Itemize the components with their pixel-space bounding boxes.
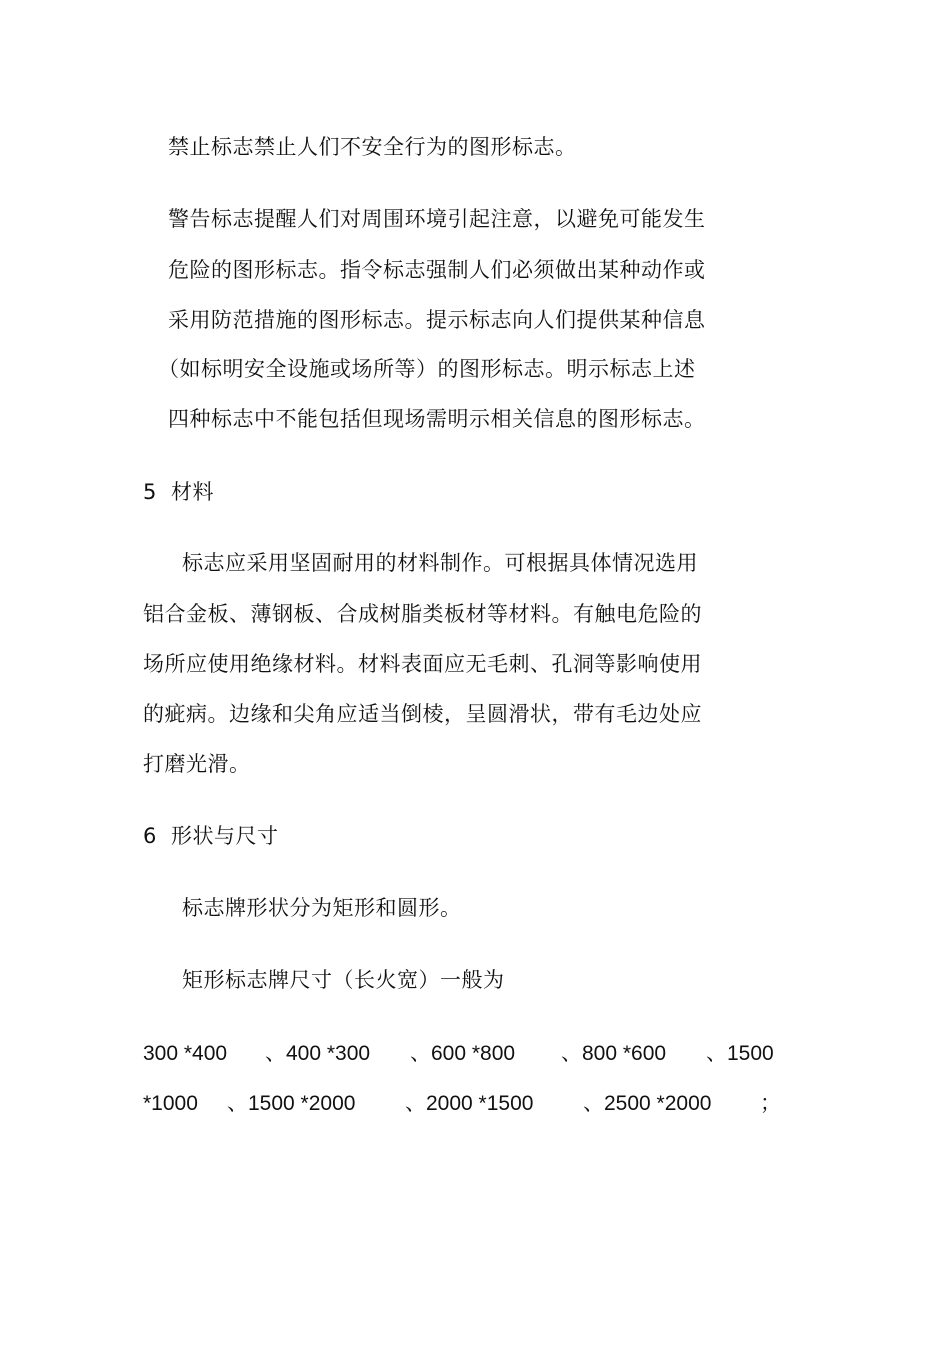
section-6-title: 形状与尺寸 — [171, 824, 279, 848]
shape-line: 标志牌形状分为矩形和圆形。 — [182, 896, 462, 920]
size-item: ； — [760, 1092, 781, 1115]
section-5-heading — [143, 478, 214, 506]
size-item: 、800 *600 — [561, 1042, 667, 1065]
section-6-heading — [143, 822, 279, 850]
section-5-title: 材料 — [171, 480, 214, 504]
size-item: 、2000 *1500 — [405, 1092, 534, 1115]
materials-line-3: 场所应使用绝缘材料。材料表面应无毛刺、孔洞等影响使用 — [143, 652, 702, 676]
materials-line-4: 的疵病。边缘和尖角应适当倒棱，呈圆滑状，带有毛边处应 — [143, 702, 702, 726]
size-item: 、2500 *2000 — [583, 1092, 712, 1115]
materials-line-5: 打磨光滑。 — [143, 752, 251, 776]
size-item: 300 *400 — [143, 1042, 228, 1065]
materials-line-1: 标志应采用坚固耐用的材料制作。可根据具体情况选用 — [182, 551, 698, 575]
size-intro-line: 矩形标志牌尺寸（长火宽）一般为 — [182, 968, 505, 992]
size-item: 、1500 — [706, 1042, 774, 1065]
size-item: 、1500 *2000 — [227, 1092, 356, 1115]
size-item: 、600 *800 — [410, 1042, 516, 1065]
paragraph-warning-line-3: 采用防范措施的图形标志。提示标志向人们提供某种信息 — [168, 308, 706, 332]
section-6-number: 6 — [143, 824, 157, 848]
sizes-row-1 — [143, 1040, 793, 1068]
paragraph-warning-line-1: 警告标志提醒人们对周围环境引起注意，以避免可能发生 — [168, 207, 706, 231]
paragraph-prohibition-sign: 禁止标志禁止人们不安全行为的图形标志。 — [168, 135, 577, 159]
sizes-row-2 — [143, 1090, 793, 1118]
paragraph-warning-line-4: （如标明安全设施或场所等）的图形标志。明示标志上述 — [158, 357, 696, 381]
size-item: *1000 — [143, 1092, 198, 1115]
paragraph-warning-line-2: 危险的图形标志。指令标志强制人们必须做出某种动作或 — [168, 258, 706, 282]
paragraph-warning-line-5: 四种标志中不能包括但现场需明示相关信息的图形标志。 — [168, 407, 706, 431]
size-item: 、400 *300 — [265, 1042, 371, 1065]
section-5-number: 5 — [143, 480, 157, 504]
materials-line-2: 铝合金板、薄钢板、合成树脂类板材等材料。有触电危险的 — [143, 602, 702, 626]
